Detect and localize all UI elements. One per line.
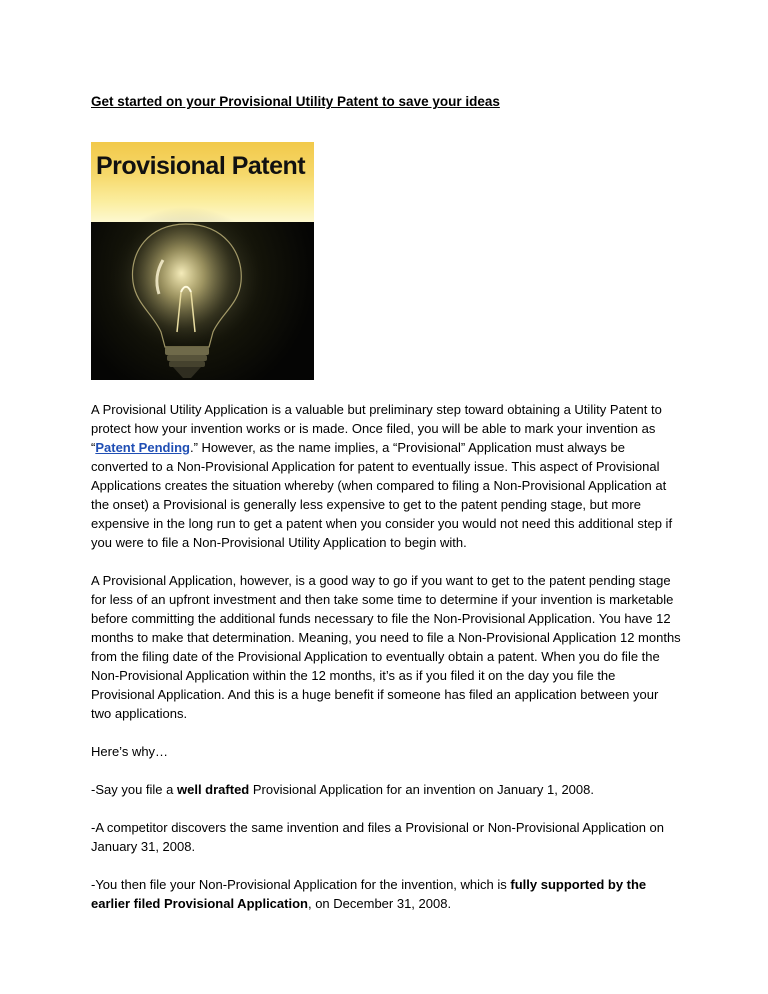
light-bulb-icon (91, 142, 314, 380)
patent-pending-link[interactable]: Patent Pending (95, 440, 190, 455)
paragraph-4 (91, 780, 681, 799)
paragraph-1-text-a: A Provisional Utility Application is a valuable but preliminary step toward obtaining a Utility Patent to protect how your invention works or is made. Once filed, you will be able to mark your invention as “ (91, 402, 662, 455)
document-title: Get started on your Provisional Utility Patent to save your ideas (91, 94, 500, 109)
paragraph-4-bold: well drafted (177, 782, 250, 797)
paragraph-2: A Provisional Application, however, is a good way to go if you want to get to the patent pending stage for less of an upfront investment and then take some time to determine if your invention is marketable before committing the additional funds necessary to file the Non-Provisional Application. You have 12 months to make that determination. Meaning, you need to file a Non-Provisional Application 12 months from the filing date of the Provisional Application to eventually obtain a patent. When you do file the Non-Provisional Application within the 12 months, it’s as if you filed it on the day you file the Provisional Application. And this is a huge benefit if someone has filed an application between your two applications. (91, 573, 681, 721)
paragraph-4-text-a: -Say you file a (91, 782, 177, 797)
paragraph-1-text-b: .” However, as the name implies, a “Provisional” Application must always be converted to a Non-Provisional Application for patent to eventually issue. This aspect of Provisional Applications creates the situation whereby (when compared to filing a Non-Provisional Application at the onset) a Provisional is generally less expensive to get to the patent pending stage, but more expensive in the long run to get a patent when you consider you would not need this additional step if you were to file a Non-Provisional Utility Application to begin with. (91, 440, 673, 550)
image-caption: Provisional Patent (96, 152, 306, 180)
paragraph-4-text-b: Provisional Application for an invention on January 1, 2008. (249, 782, 594, 797)
paragraph-3: Here’s why… (91, 744, 169, 759)
paragraph-6-text-a: -You then file your Non-Provisional Application for the invention, which is (91, 877, 511, 892)
paragraph-1 (91, 400, 681, 552)
provisional-patent-image (91, 142, 314, 380)
paragraph-6 (91, 875, 681, 913)
paragraph-6-text-b: , on December 31, 2008. (307, 896, 452, 911)
document-body (91, 92, 681, 913)
paragraph-5: -A competitor discovers the same invention and files a Provisional or Non-Provisional Application on January 31, 2008. (91, 820, 665, 854)
paragraph-6-bold: fully supported by the earlier filed Provisional Application (91, 877, 647, 911)
